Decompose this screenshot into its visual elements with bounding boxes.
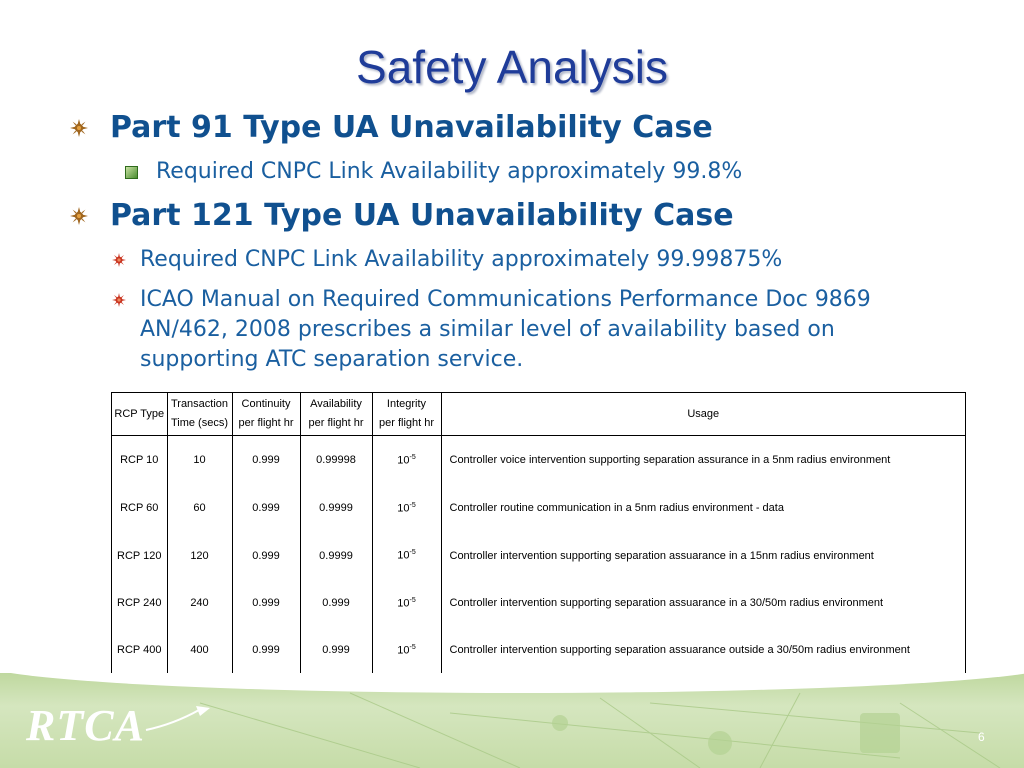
cell-continuity: 0.999 <box>232 579 300 626</box>
sub-bullet-cnpc-99-8 <box>125 157 742 187</box>
cell-rcp-type: RCP 120 <box>117 549 162 562</box>
cell-usage: Controller intervention supporting separation assuarance in a 30/50m radius environment <box>441 579 965 626</box>
rtca-logo-text: RTCA <box>26 701 145 750</box>
red-star-bullet-icon <box>112 293 126 307</box>
bullet-part-91 <box>70 110 713 146</box>
sunburst-bullet-icon <box>70 207 88 225</box>
sunburst-bullet-icon <box>70 119 88 137</box>
cell-usage: Controller routine communication in a 5nm radius environment - data <box>441 485 965 532</box>
cell-time: 10 <box>167 436 232 485</box>
header-usage: Usage <box>441 393 965 436</box>
red-star-bullet-icon <box>112 253 126 267</box>
table-row <box>112 485 965 532</box>
rtca-logo <box>26 700 196 760</box>
bullet-heading: Part 91 Type UA Unavailability Case <box>110 110 713 145</box>
cell-availability: 0.9999 <box>300 532 372 579</box>
cell-usage: Controller intervention supporting separation assuarance outside a 30/50m radius environment <box>441 627 965 674</box>
table-row <box>112 532 965 579</box>
header-integrity: Integrity per flight hr <box>372 393 441 436</box>
header-rcp-type: RCP Type <box>112 393 167 436</box>
table-header-row <box>112 393 965 436</box>
cell-continuity: 0.999 <box>232 532 300 579</box>
page-number: 6 <box>978 730 985 744</box>
green-square-bullet-icon <box>125 166 138 179</box>
cell-availability: 0.9999 <box>300 485 372 532</box>
cell-availability: 0.999 <box>300 579 372 626</box>
table-row <box>112 627 965 674</box>
header-availability: Availability per flight hr <box>300 393 372 436</box>
bullet-part-121 <box>70 198 734 234</box>
cell-usage: Controller voice intervention supporting separation assurance in a 5nm radius environment <box>441 436 965 485</box>
cell-rcp-type: RCP 60 <box>120 502 159 515</box>
cell-integrity: $10^{-5}$ <box>372 627 441 674</box>
slide-title: Safety Analysis <box>356 41 668 93</box>
cell-integrity: $10^{-5}$ <box>372 579 441 626</box>
cell-rcp-type: RCP 400 <box>117 644 162 657</box>
cell-availability: 0.999 <box>300 627 372 674</box>
cell-continuity: 0.999 <box>232 436 300 485</box>
cell-availability: 0.99998 <box>300 436 372 485</box>
cell-continuity: 0.999 <box>232 627 300 674</box>
cell-continuity: 0.999 <box>232 485 300 532</box>
sub-bullet-text: Required CNPC Link Availability approximately 99.99875% <box>140 247 783 272</box>
cell-rcp-type: RCP 10 <box>120 454 159 467</box>
cell-time: 240 <box>167 579 232 626</box>
rcp-table <box>111 392 966 675</box>
sub-bullet-icao-manual <box>112 285 942 375</box>
cell-integrity: $10^{-5}$ <box>372 485 441 532</box>
cell-time: 120 <box>167 532 232 579</box>
bullet-heading: Part 121 Type UA Unavailability Case <box>110 198 734 233</box>
header-continuity: Continuity per flight hr <box>232 393 300 436</box>
cell-time: 400 <box>167 627 232 674</box>
cell-integrity: $10^{-5}$ <box>372 532 441 579</box>
sub-bullet-text: Required CNPC Link Availability approximately 99.8% <box>156 159 743 184</box>
airplane-swoosh-icon <box>144 704 214 734</box>
table-row <box>112 579 965 626</box>
header-transaction-time: Transaction Time (secs) <box>167 393 232 436</box>
cell-usage: Controller intervention supporting separation assuarance in a 15nm radius environment <box>441 532 965 579</box>
sub-bullet-cnpc-99-99875 <box>112 245 782 275</box>
cell-rcp-type: RCP 240 <box>117 596 162 609</box>
table-row <box>112 436 965 485</box>
cell-integrity: $10^{-5}$ <box>372 436 441 485</box>
sub-bullet-text: ICAO Manual on Required Communications Performance Doc 9869 AN/462, 2008 prescribes a similar level of availability based on supporting ATC separation service. <box>140 287 871 372</box>
cell-time: 60 <box>167 485 232 532</box>
